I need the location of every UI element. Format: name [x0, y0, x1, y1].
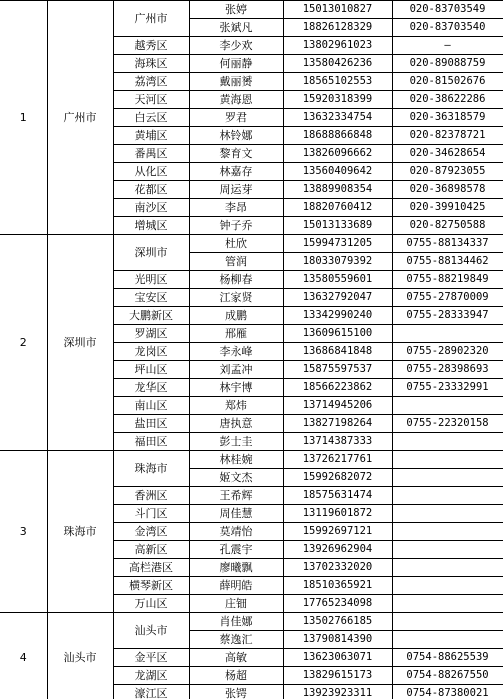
city-name: 汕头市 [47, 613, 113, 699]
contact-person: 庄钿 [189, 595, 283, 613]
office-phone: 020-87923055 [392, 163, 503, 181]
district-name: 大鹏新区 [113, 307, 189, 325]
mobile-number: 15875597537 [283, 361, 392, 379]
contact-person: 戴丽赟 [189, 73, 283, 91]
contact-person: 彭士圭 [189, 433, 283, 451]
contact-table-body [0, 1, 503, 699]
mobile-number: 13790814390 [283, 631, 392, 649]
office-phone: 0754-88267550 [392, 667, 503, 685]
table-row [0, 235, 503, 253]
district-name: 龙华区 [113, 379, 189, 397]
mobile-number: 18566223862 [283, 379, 392, 397]
mobile-number: 13726217761 [283, 451, 392, 469]
mobile-number: 13580426236 [283, 55, 392, 73]
mobile-number: 13580559601 [283, 271, 392, 289]
mobile-number: 13632334754 [283, 109, 392, 127]
mobile-number: 13623063071 [283, 649, 392, 667]
row-number: 2 [0, 235, 47, 451]
contact-person: 江家贤 [189, 289, 283, 307]
mobile-number: 18826128329 [283, 19, 392, 37]
mobile-number: 18820760412 [283, 199, 392, 217]
district-name: 白云区 [113, 109, 189, 127]
mobile-number: 18510365921 [283, 577, 392, 595]
contact-person: 林嘉存 [189, 163, 283, 181]
mobile-number: 15994731205 [283, 235, 392, 253]
mobile-number: 13714945206 [283, 397, 392, 415]
mobile-number: 13686841848 [283, 343, 392, 361]
city-name: 珠海市 [47, 451, 113, 613]
mobile-number: 13889908354 [283, 181, 392, 199]
mobile-number: 13714387333 [283, 433, 392, 451]
office-phone: 0754-88625539 [392, 649, 503, 667]
district-name: 濠江区 [113, 685, 189, 699]
contact-person: 成鹏 [189, 307, 283, 325]
mobile-number: 18033079392 [283, 253, 392, 271]
table-row [0, 1, 503, 19]
district-name: 金平区 [113, 649, 189, 667]
district-name: 光明区 [113, 271, 189, 289]
district-name: 深圳市 [113, 235, 189, 271]
mobile-number: 15013133689 [283, 217, 392, 235]
office-phone [392, 631, 503, 649]
contact-person: 林宇博 [189, 379, 283, 397]
mobile-number: 15992682072 [283, 469, 392, 487]
office-phone: 0755-28398693 [392, 361, 503, 379]
office-phone: 0755-27870009 [392, 289, 503, 307]
mobile-number: 13926962904 [283, 541, 392, 559]
mobile-number: 15920318399 [283, 91, 392, 109]
mobile-number: 13827198264 [283, 415, 392, 433]
contact-person: 张锷 [189, 685, 283, 699]
office-phone: 0755-88219849 [392, 271, 503, 289]
contact-person: 何丽静 [189, 55, 283, 73]
district-name: 番禺区 [113, 145, 189, 163]
district-name: 坪山区 [113, 361, 189, 379]
contact-person: 郑炜 [189, 397, 283, 415]
office-phone: 0755-28333947 [392, 307, 503, 325]
office-phone [392, 613, 503, 631]
mobile-number: 13826096662 [283, 145, 392, 163]
office-phone [392, 469, 503, 487]
contact-person: 杜欣 [189, 235, 283, 253]
contact-person: 高敏 [189, 649, 283, 667]
district-name: 珠海市 [113, 451, 189, 487]
contact-person: 张斌凡 [189, 19, 283, 37]
mobile-number: 18575631474 [283, 487, 392, 505]
office-phone: 0755-88134337 [392, 235, 503, 253]
office-phone: 020-39910425 [392, 199, 503, 217]
district-name: 越秀区 [113, 37, 189, 55]
district-name: 增城区 [113, 217, 189, 235]
contact-person: 孔震宇 [189, 541, 283, 559]
office-phone [392, 577, 503, 595]
contact-person: 姬文杰 [189, 469, 283, 487]
office-phone: 020-36318579 [392, 109, 503, 127]
district-name: 宝安区 [113, 289, 189, 307]
office-phone [392, 451, 503, 469]
mobile-number: 13632792047 [283, 289, 392, 307]
district-name: 荔湾区 [113, 73, 189, 91]
contact-person: 周运芽 [189, 181, 283, 199]
contact-person: 李少欢 [189, 37, 283, 55]
district-name: 天河区 [113, 91, 189, 109]
district-name: 海珠区 [113, 55, 189, 73]
contact-person: 邢雁 [189, 325, 283, 343]
contact-person: 罗君 [189, 109, 283, 127]
contact-person: 王希辉 [189, 487, 283, 505]
office-phone: 020-81502676 [392, 73, 503, 91]
contact-person: 杨超 [189, 667, 283, 685]
district-name: 福田区 [113, 433, 189, 451]
office-phone: 020-82750588 [392, 217, 503, 235]
contact-person: 蔡逸汇 [189, 631, 283, 649]
office-phone: 020-34628654 [392, 145, 503, 163]
mobile-number: 18565102553 [283, 73, 392, 91]
row-number: 1 [0, 1, 47, 235]
office-phone: 0755-22320158 [392, 415, 503, 433]
office-phone: 020-36898578 [392, 181, 503, 199]
district-name: 龙湖区 [113, 667, 189, 685]
mobile-number: 15013010827 [283, 1, 392, 19]
district-name: 罗湖区 [113, 325, 189, 343]
office-phone: 0754-87380021 [392, 685, 503, 699]
mobile-number: 13829615173 [283, 667, 392, 685]
contact-person: 黎育文 [189, 145, 283, 163]
office-phone [392, 397, 503, 415]
office-phone [392, 559, 503, 577]
contact-person: 周佳慧 [189, 505, 283, 523]
contact-person: 钟子乔 [189, 217, 283, 235]
mobile-number: 13802961023 [283, 37, 392, 55]
district-name: 斗门区 [113, 505, 189, 523]
district-name: 南山区 [113, 397, 189, 415]
mobile-number: 13502766185 [283, 613, 392, 631]
contact-person: 杨柳春 [189, 271, 283, 289]
row-number: 4 [0, 613, 47, 699]
contact-person: 张婷 [189, 1, 283, 19]
district-name: 横琴新区 [113, 577, 189, 595]
mobile-number: 13702332020 [283, 559, 392, 577]
district-name: 高新区 [113, 541, 189, 559]
office-phone: 0755-88134462 [392, 253, 503, 271]
contact-person: 刘孟冲 [189, 361, 283, 379]
contact-person: 肖佳娜 [189, 613, 283, 631]
office-phone [392, 487, 503, 505]
office-phone: 0755-28902320 [392, 343, 503, 361]
district-name: 从化区 [113, 163, 189, 181]
contact-person: 林桂婉 [189, 451, 283, 469]
district-name: 花都区 [113, 181, 189, 199]
contact-person: 唐执意 [189, 415, 283, 433]
row-number: 3 [0, 451, 47, 613]
office-phone: 0755-23332991 [392, 379, 503, 397]
contact-person: 李永峰 [189, 343, 283, 361]
district-name: 香洲区 [113, 487, 189, 505]
office-phone: 020-82378721 [392, 127, 503, 145]
contact-person: 莫靖怡 [189, 523, 283, 541]
contact-person: 李昂 [189, 199, 283, 217]
office-phone: 020-38622286 [392, 91, 503, 109]
mobile-number: 17765234098 [283, 595, 392, 613]
district-name: 汕头市 [113, 613, 189, 649]
office-phone [392, 541, 503, 559]
district-name: 广州市 [113, 1, 189, 37]
mobile-number: 13560409642 [283, 163, 392, 181]
office-phone [392, 595, 503, 613]
mobile-number: 15992697121 [283, 523, 392, 541]
contact-person: 林铃娜 [189, 127, 283, 145]
contact-person: 管润 [189, 253, 283, 271]
district-name: 黄埔区 [113, 127, 189, 145]
office-phone [392, 325, 503, 343]
office-phone [392, 433, 503, 451]
mobile-number: 18688866848 [283, 127, 392, 145]
contact-person: 廖曦飘 [189, 559, 283, 577]
city-name: 深圳市 [47, 235, 113, 451]
office-phone: — [392, 37, 503, 55]
district-name: 万山区 [113, 595, 189, 613]
district-name: 盐田区 [113, 415, 189, 433]
city-name: 广州市 [47, 1, 113, 235]
district-name: 龙岗区 [113, 343, 189, 361]
office-phone [392, 523, 503, 541]
office-phone: 020-83703540 [392, 19, 503, 37]
contact-person: 黄海恩 [189, 91, 283, 109]
mobile-number: 13342990240 [283, 307, 392, 325]
office-phone: 020-83703549 [392, 1, 503, 19]
contact-person: 薛明皓 [189, 577, 283, 595]
mobile-number: 13609615100 [283, 325, 392, 343]
office-phone [392, 505, 503, 523]
mobile-number: 13119601872 [283, 505, 392, 523]
mobile-number: 13923923311 [283, 685, 392, 699]
district-name: 高栏港区 [113, 559, 189, 577]
district-name: 金湾区 [113, 523, 189, 541]
district-name: 南沙区 [113, 199, 189, 217]
office-phone: 020-89088759 [392, 55, 503, 73]
table-row [0, 613, 503, 631]
table-row [0, 451, 503, 469]
